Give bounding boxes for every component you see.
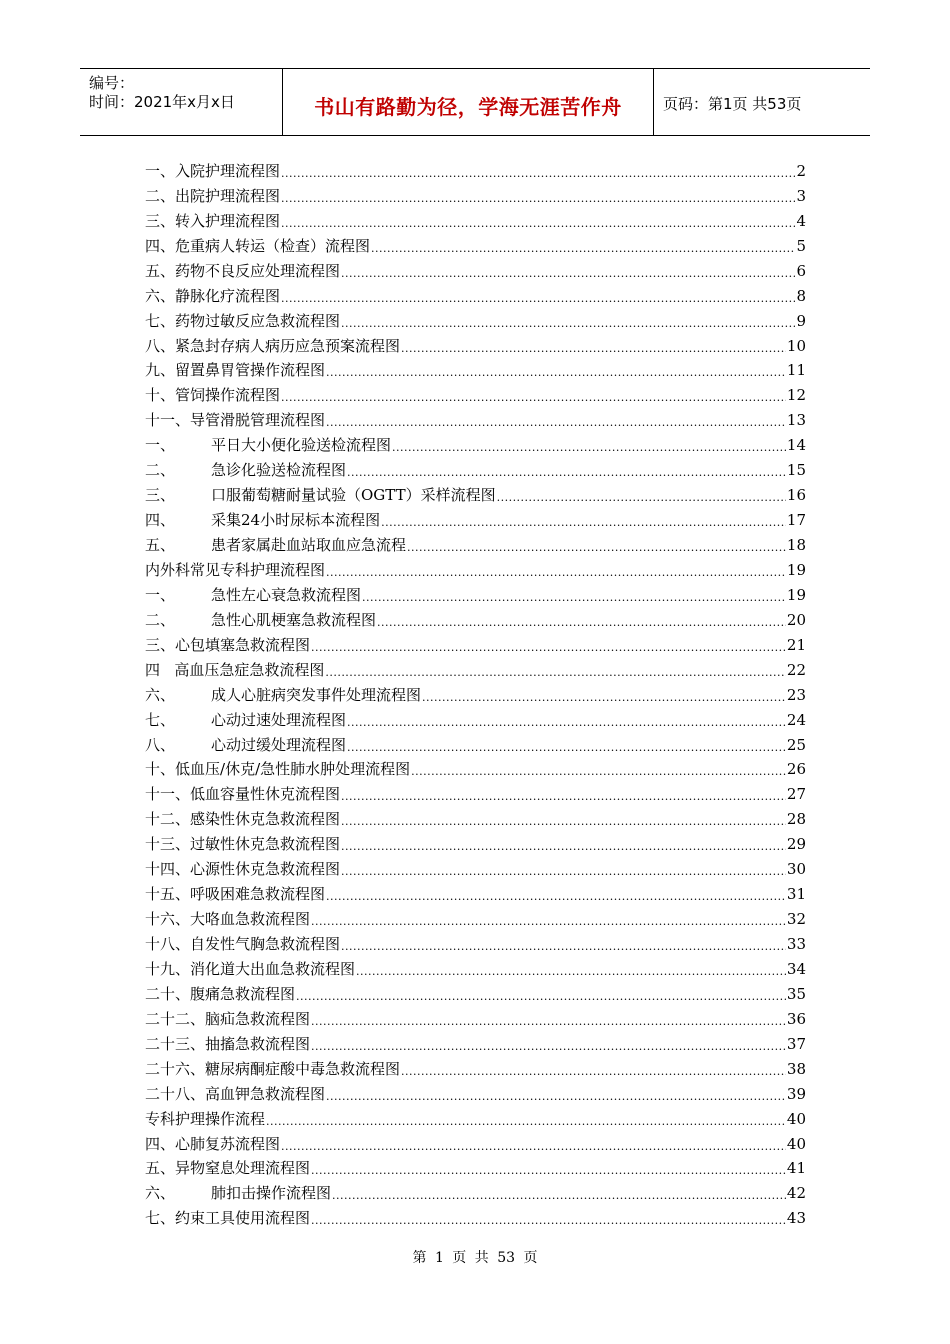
toc-entry-number: 一、 [145, 585, 176, 604]
toc-entry-page: 16 [786, 486, 806, 505]
toc-entry-number: 一、 [145, 436, 176, 455]
toc-entry[interactable] [145, 283, 806, 308]
toc-leader-dots [362, 588, 786, 607]
toc-entry-number: 十二、 [145, 810, 191, 829]
toc-entry-page: 37 [786, 1034, 806, 1053]
toc-entry[interactable] [145, 881, 806, 906]
toc-entry-number: 七、 [145, 311, 176, 330]
toc-entry[interactable] [145, 806, 806, 831]
toc-entry-page: 4 [796, 211, 806, 230]
toc-entry-page: 33 [786, 935, 806, 953]
toc-entry-page: 14 [786, 436, 806, 455]
toc-entry-page: 31 [786, 885, 806, 904]
toc-entry-page: 22 [786, 660, 806, 679]
toc-entry-title: 留置鼻胃管操作流程图 [175, 361, 326, 380]
toc-entry-page: 30 [786, 860, 806, 879]
toc-entry-number: 十八、 [145, 935, 191, 953]
toc-leader-dots [347, 738, 786, 757]
toc-entry-number: 六、 [145, 286, 176, 305]
toc-entry-number: 三、 [145, 486, 176, 505]
toc-entry-number: 十四、 [145, 860, 191, 879]
toc-entry[interactable] [145, 482, 806, 507]
toc-leader-dots [281, 1137, 786, 1156]
toc-leader-dots [311, 1012, 786, 1031]
toc-leader-dots [356, 962, 786, 981]
toc-leader-dots [281, 388, 786, 407]
toc-entry-page: 25 [786, 735, 806, 754]
toc-entry[interactable] [145, 1156, 806, 1181]
toc-entry-page: 21 [786, 635, 806, 654]
toc-leader-dots [281, 189, 795, 208]
toc-entry[interactable] [145, 632, 806, 657]
toc-entry-page: 18 [786, 536, 806, 554]
toc-entry-title: 口服葡萄糖耐量试验（OGTT）采样流程图 [211, 486, 496, 505]
toc-entry-page: 29 [786, 835, 806, 854]
toc-entry[interactable] [145, 1131, 806, 1156]
toc-entry[interactable] [145, 532, 806, 557]
toc-entry-page: 11 [786, 361, 806, 380]
toc-entry-number: 九、 [145, 361, 176, 380]
toc-entry-page: 2 [796, 161, 806, 180]
toc-entry-title: 低血压/休克/急性肺水肿处理流程图 [175, 760, 411, 779]
toc-entry-number: 十五、 [145, 885, 191, 904]
toc-entry-title: 消化道大出血急救流程图 [190, 959, 356, 978]
toc-entry-number: 十一、 [145, 411, 191, 430]
toc-entry[interactable] [145, 856, 806, 881]
toc-entry-number: 八、 [145, 336, 176, 355]
toc-entry-number: 六、 [145, 685, 176, 704]
toc-entry-page: 40 [786, 1134, 806, 1153]
toc-leader-dots [392, 438, 786, 457]
page-footer: 第 1 页 共 53 页 [412, 1250, 538, 1266]
toc-entry-title: 心动过缓处理流程图 [211, 735, 347, 754]
toc-entry-title: 危重病人转运（检查）流程图 [175, 236, 371, 255]
toc-entry-number: 二、 [145, 461, 176, 480]
toc-entry-title: 抽搐急救流程图 [205, 1034, 311, 1053]
toc-entry-number: 二十二、 [145, 1009, 206, 1028]
toc-entry[interactable] [145, 931, 806, 956]
toc-entry-number: 四、 [145, 236, 176, 255]
toc-leader-dots [341, 937, 786, 956]
toc-entry-title: 低血容量性休克流程图 [190, 785, 341, 804]
toc-entry-page: 35 [786, 984, 806, 1003]
toc-entry-title: 静脉化疗流程图 [175, 286, 281, 305]
toc-entry[interactable] [145, 1081, 806, 1106]
toc-entry-title: 平日大小便化验送检流程图 [211, 436, 392, 455]
toc-leader-dots [341, 314, 795, 333]
toc-entry-page: 6 [796, 261, 806, 280]
toc-entry-title: 心动过速处理流程图 [211, 710, 347, 729]
toc-entry-page: 43 [786, 1209, 806, 1228]
toc-entry[interactable] [145, 382, 806, 407]
page-header [80, 68, 870, 136]
toc-entry-page: 9 [796, 311, 806, 330]
toc-leader-dots [296, 987, 786, 1006]
toc-entry[interactable] [145, 358, 806, 383]
toc-entry[interactable] [145, 906, 806, 931]
toc-entry-title: 心包填塞急救流程图 [175, 635, 311, 654]
toc-entry-title: 转入护理流程图 [175, 211, 281, 230]
toc-leader-dots [281, 164, 795, 183]
toc-entry-number: 二十、 [145, 984, 191, 1003]
toc-entry[interactable] [145, 956, 806, 981]
toc-entry-title: 出院护理流程图 [175, 186, 281, 205]
toc-leader-dots [326, 563, 786, 582]
toc-entry-page: 3 [796, 186, 806, 205]
toc-leader-dots [497, 488, 786, 507]
header-info-cell [80, 69, 283, 135]
toc-entry[interactable] [145, 333, 806, 358]
toc-entry-page: 39 [786, 1084, 806, 1103]
toc-entry-title: 异物窒息处理流程图 [175, 1159, 311, 1178]
toc-entry[interactable] [145, 183, 806, 208]
toc-entry-title: 导管滑脱管理流程图 [190, 411, 326, 430]
toc-entry[interactable] [145, 407, 806, 432]
toc-entry-number: 一、 [145, 161, 176, 180]
toc-entry[interactable] [145, 682, 806, 707]
toc-leader-dots [422, 688, 786, 707]
toc-entry-number: 八、 [145, 735, 176, 754]
toc-entry-page: 8 [796, 286, 806, 305]
toc-entry-page: 5 [796, 236, 806, 255]
toc-leader-dots [311, 912, 786, 931]
toc-entry-number: 十一、 [145, 785, 191, 804]
toc-entry-number: 四 [145, 660, 175, 679]
toc-entry-page: 41 [786, 1159, 806, 1178]
toc-leader-dots [341, 837, 786, 856]
toc-entry-title: 自发性气胸急救流程图 [190, 935, 341, 953]
toc-entry[interactable] [145, 757, 806, 782]
toc-leader-dots [341, 264, 795, 283]
toc-leader-dots [341, 862, 786, 881]
toc-entry-number: 十九、 [145, 959, 191, 978]
toc-leader-dots [377, 613, 786, 632]
toc-entry-title: 糖尿病酮症酸中毒急救流程图 [205, 1059, 401, 1078]
toc-entry[interactable] [145, 1056, 806, 1081]
toc-entry[interactable] [145, 1180, 806, 1205]
toc-leader-dots [326, 1087, 786, 1106]
toc-entry[interactable] [145, 1031, 806, 1056]
toc-entry-page: 40 [786, 1109, 806, 1128]
toc-leader-dots [411, 762, 786, 781]
toc-leader-dots [381, 513, 786, 532]
toc-entry-title: 呼吸困难急救流程图 [190, 885, 326, 904]
toc-leader-dots [401, 1062, 786, 1081]
toc-entry-number: 五、 [145, 1159, 176, 1178]
document-number-label: 编号： [89, 74, 135, 92]
toc-leader-dots [347, 713, 786, 732]
toc-entry-number: 四、 [145, 511, 176, 530]
toc-entry-title: 成人心脏病突发事件处理流程图 [211, 685, 422, 704]
header-page-cell [654, 69, 870, 135]
toc-entry-title: 高血钾急救流程图 [205, 1084, 326, 1103]
toc-entry[interactable] [145, 457, 806, 482]
header-motto-cell [283, 69, 654, 135]
toc-entry-title: 内外科常见专科护理流程图 [145, 560, 326, 579]
toc-entry-page: 32 [786, 910, 806, 929]
toc-entry[interactable] [145, 781, 806, 806]
toc-entry-title: 急性左心衰急救流程图 [211, 585, 362, 604]
toc-entry[interactable] [145, 432, 806, 457]
toc-entry[interactable] [145, 233, 806, 258]
toc-entry-page: 27 [786, 785, 806, 804]
toc-entry[interactable] [145, 831, 806, 856]
toc-entry-title: 采集24小时尿标本流程图 [211, 511, 381, 530]
toc-entry[interactable] [145, 1006, 806, 1031]
toc-leader-dots [401, 339, 786, 358]
toc-entry-number: 二十八、 [145, 1084, 206, 1103]
toc-entry[interactable] [145, 258, 806, 283]
toc-entry-number: 三、 [145, 211, 176, 230]
toc-entry[interactable] [145, 507, 806, 532]
toc-entry-title: 急性心肌梗塞急救流程图 [211, 610, 377, 629]
toc-entry-title: 心源性休克急救流程图 [190, 860, 341, 879]
header-page-code: 页码：第1页 共53页 [663, 95, 802, 113]
toc-leader-dots [341, 812, 786, 831]
toc-leader-dots [311, 1211, 786, 1230]
toc-entry-page: 36 [786, 1009, 806, 1028]
toc-entry-page: 34 [786, 959, 806, 978]
toc-entry-title: 感染性休克急救流程图 [190, 810, 341, 829]
toc-entry-page: 28 [786, 810, 806, 829]
toc-entry-title: 过敏性休克急救流程图 [190, 835, 341, 854]
toc-entry-number: 六、 [145, 1184, 176, 1203]
toc-entry-title: 约束工具使用流程图 [175, 1209, 311, 1228]
toc-entry-number: 五、 [145, 536, 176, 554]
toc-leader-dots [332, 1186, 786, 1205]
toc-leader-dots [326, 363, 786, 382]
toc-entry-title: 药物过敏反应急救流程图 [175, 311, 341, 330]
toc-leader-dots [325, 663, 786, 682]
toc-entry-title: 心肺复苏流程图 [175, 1134, 281, 1153]
toc-entry-title: 药物不良反应处理流程图 [175, 261, 341, 280]
toc-entry-page: 15 [786, 461, 806, 480]
toc-entry-number: 四、 [145, 1134, 176, 1153]
toc-entry-page: 24 [786, 710, 806, 729]
toc-entry[interactable] [145, 208, 806, 233]
toc-entry-number: 七、 [145, 710, 176, 729]
toc-leader-dots [281, 289, 795, 308]
table-of-contents [145, 158, 806, 1230]
toc-leader-dots [371, 239, 795, 258]
toc-entry-title: 脑疝急救流程图 [205, 1009, 311, 1028]
toc-entry[interactable] [145, 707, 806, 732]
toc-entry[interactable] [145, 1205, 806, 1230]
toc-entry-title: 入院护理流程图 [175, 161, 281, 180]
toc-leader-dots [347, 463, 786, 482]
toc-entry-title: 专科护理操作流程 [145, 1109, 266, 1128]
toc-entry-number: 十六、 [145, 910, 191, 929]
toc-entry-page: 19 [786, 585, 806, 604]
toc-entry-page: 19 [786, 560, 806, 579]
toc-entry[interactable] [145, 582, 806, 607]
toc-entry-number: 十三、 [145, 835, 191, 854]
toc-entry-page: 38 [786, 1059, 806, 1078]
toc-entry[interactable] [145, 1106, 806, 1131]
toc-leader-dots [311, 1161, 786, 1180]
toc-leader-dots [281, 214, 795, 233]
toc-entry[interactable] [145, 732, 806, 757]
toc-entry[interactable] [145, 557, 806, 582]
toc-entry-number: 二十六、 [145, 1059, 206, 1078]
toc-entry-number: 五、 [145, 261, 176, 280]
toc-leader-dots [407, 538, 786, 557]
toc-leader-dots [311, 1037, 786, 1056]
toc-entry-number: 二十三、 [145, 1034, 206, 1053]
toc-leader-dots [341, 787, 786, 806]
toc-entry[interactable] [145, 158, 806, 183]
toc-entry-page: 12 [786, 386, 806, 405]
toc-entry-title: 紧急封存病人病历应急预案流程图 [175, 336, 401, 355]
toc-entry-page: 17 [786, 511, 806, 530]
toc-entry[interactable] [145, 657, 806, 682]
document-date: 时间：2021年x月x日 [89, 93, 235, 111]
toc-entry-page: 26 [786, 760, 806, 779]
toc-entry-number: 七、 [145, 1209, 176, 1228]
toc-leader-dots [311, 638, 786, 657]
toc-entry-page: 13 [786, 411, 806, 430]
toc-entry[interactable] [145, 981, 806, 1006]
toc-entry-title: 管饲操作流程图 [175, 386, 281, 405]
toc-entry-page: 42 [786, 1184, 806, 1203]
header-motto: 书山有路勤为径，学海无涯苦作舟 [314, 95, 622, 119]
toc-entry-title: 腹痛急救流程图 [190, 984, 296, 1003]
toc-entry-page: 20 [786, 610, 806, 629]
toc-entry-title: 大咯血急救流程图 [190, 910, 311, 929]
toc-entry-number: 十、 [145, 386, 176, 405]
toc-entry[interactable] [145, 308, 806, 333]
toc-entry-title: 急诊化验送检流程图 [211, 461, 347, 480]
toc-entry-page: 10 [786, 336, 806, 355]
toc-leader-dots [326, 887, 786, 906]
toc-entry-title: 高血压急症急救流程图 [174, 660, 325, 679]
toc-entry-number: 二、 [145, 610, 176, 629]
toc-leader-dots [326, 413, 786, 432]
toc-entry-number: 二、 [145, 186, 176, 205]
toc-entry-title: 肺扣击操作流程图 [211, 1184, 332, 1203]
toc-entry-page: 23 [786, 685, 806, 704]
toc-leader-dots [266, 1112, 786, 1131]
toc-entry-number: 十、 [145, 760, 176, 779]
toc-entry-title: 患者家属赴血站取血应急流程 [211, 536, 407, 554]
toc-entry-number: 三、 [145, 635, 176, 654]
toc-entry[interactable] [145, 607, 806, 632]
